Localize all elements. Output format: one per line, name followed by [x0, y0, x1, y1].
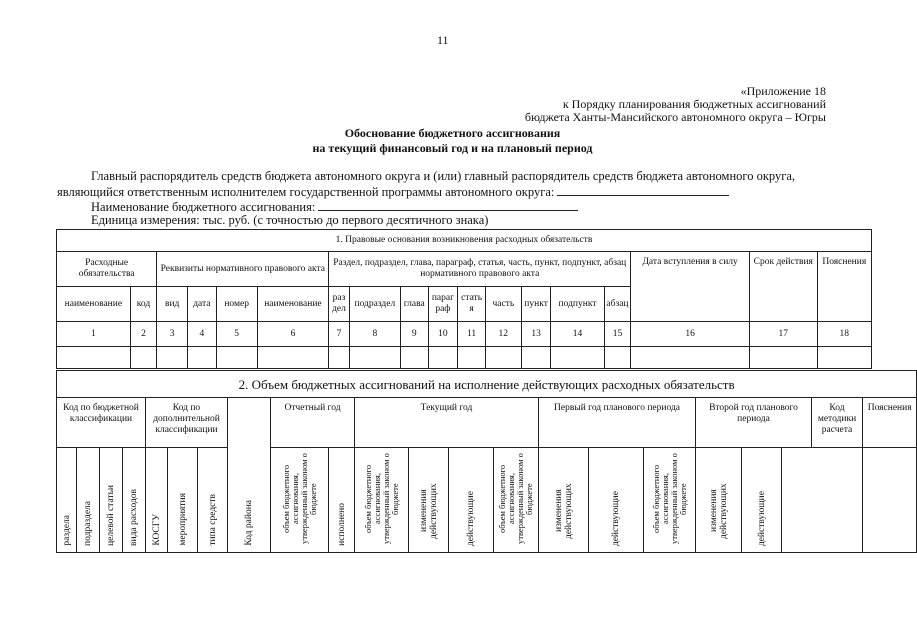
empty-cell: [458, 347, 486, 369]
vheader-cell: [271, 448, 329, 553]
vheader-first-changes: изменения действующих: [553, 483, 574, 539]
vheader-first-law: объем бюджетного ассигнования, утвержденный законом о бюджете: [497, 453, 534, 545]
empty-cell: [257, 347, 329, 369]
col-number: 17: [750, 322, 818, 347]
subheader-clause: абзац: [604, 287, 631, 322]
subheader-part: часть: [485, 287, 521, 322]
empty-cell: [157, 347, 188, 369]
table2-section-title: 2. Объем бюджетных ассигнований на исполнение действующих расходных обязательств: [57, 371, 917, 398]
vheader-funds-type: типа средств: [207, 494, 218, 546]
vheader-current-active: действующие: [466, 490, 476, 546]
empty-cell: [521, 347, 551, 369]
subheader-section: раз дел: [329, 287, 349, 322]
vheader-second-law: объем бюджетного ассигнования, утвержденный законом о бюджете: [650, 453, 688, 545]
empty-cell: [485, 347, 521, 369]
page-number: 11: [437, 33, 449, 47]
header-first-plan-year: Первый год планового периода: [539, 398, 696, 448]
header-method-code: Код методики расчета: [812, 398, 863, 448]
subheader-number: номер: [216, 287, 257, 322]
subheader-code: код: [130, 287, 157, 322]
vheader-reporting-law: объем бюджетного ассигнования, утвержденный законом о бюджете: [280, 453, 318, 545]
subheader-subsection: подраздел: [349, 287, 400, 322]
subheader-subpoint: подпункт: [551, 287, 604, 322]
vheader-cell: [146, 448, 168, 553]
vheader-target-article: целевой статьи: [106, 485, 116, 546]
vheader-cell: [57, 448, 77, 553]
intro-line-1: Главный распорядитель средств бюджета автономного округа и (или) главный распорядитель средств бюджета автономного округа,: [91, 169, 796, 183]
vheader-current-changes: изменения действующих: [418, 483, 439, 539]
subheader-name: наименование: [57, 287, 131, 322]
col-number: 1: [57, 322, 131, 347]
header-date: Дата вступления в силу: [631, 252, 750, 322]
intro-line-2-wrap: [57, 184, 729, 200]
col-number: 6: [257, 322, 329, 347]
vheader-cell: [77, 448, 100, 553]
col-number: 14: [551, 322, 604, 347]
empty-cell: [631, 347, 750, 369]
vheader-cell: [329, 448, 355, 553]
empty-cell: [782, 448, 863, 553]
vheader-second-changes: изменения действующих: [708, 483, 729, 539]
assignment-fill-line: [318, 199, 578, 211]
header-current-year: Текущий год: [355, 398, 539, 448]
vheader-cell: [539, 448, 589, 553]
vheader-measures: мероприятия: [177, 493, 188, 546]
empty-cell: [130, 347, 157, 369]
budget-volume-table: [56, 370, 917, 553]
col-number: 9: [400, 322, 428, 347]
header-extra-code: Код по дополнительной классификации: [146, 398, 228, 448]
header-notes-2: Пояснения: [863, 398, 917, 448]
vheader-cell: [123, 448, 146, 553]
empty-cell: [188, 347, 217, 369]
header-obligations: Расходные обязательства: [57, 252, 157, 287]
appendix-line-3: бюджета Ханты-Мансийского автономного округа – Югры: [524, 110, 826, 124]
vheader-cell: [644, 448, 696, 553]
col-number: 18: [817, 322, 871, 347]
document-title-line-2: на текущий финансовый год и на плановый период: [312, 141, 593, 155]
header-notes: Пояснения: [817, 252, 871, 322]
appendix-line-2: к Порядку планирования бюджетных ассигнований: [562, 97, 826, 111]
subheader-paragraph: параг раф: [428, 287, 458, 322]
col-number: 4: [188, 322, 217, 347]
col-number: 5: [216, 322, 257, 347]
subheader-article: стать я: [458, 287, 486, 322]
header-sections: Раздел, подраздел, глава, параграф, статья, часть, пункт, подпункт, абзац нормативного правового акта: [329, 252, 631, 287]
empty-cell: [551, 347, 604, 369]
vheader-cell: [168, 448, 198, 553]
header-district-code-cell: [228, 398, 271, 553]
vheader-current-law: объем бюджетного ассигнования, утвержденный законом о бюджете: [362, 453, 400, 545]
empty-cell: [329, 347, 349, 369]
subheader-act-name: наименование: [257, 287, 329, 322]
header-reporting-year: Отчетный год: [271, 398, 355, 448]
document-title-line-1: Обоснование бюджетного ассигнования: [344, 126, 561, 140]
col-number: 2: [130, 322, 157, 347]
vheader-cell: [409, 448, 449, 553]
vheader-podrazdela: подраздела: [83, 501, 93, 546]
vheader-cell: [494, 448, 539, 553]
empty-cell: [216, 347, 257, 369]
vheader-cell: [100, 448, 123, 553]
vheader-cell: [742, 448, 782, 553]
intro-line-3: Наименование бюджетного ассигнования:: [91, 200, 316, 214]
vheader-first-active: действующие: [611, 490, 621, 546]
col-number: 7: [329, 322, 349, 347]
empty-cell: [750, 347, 818, 369]
header-second-plan-year: Второй год планового периода: [696, 398, 812, 448]
vheader-kosgu: КОСГУ: [151, 514, 162, 546]
header-district-code: Код района: [244, 500, 254, 546]
legal-basis-table: [56, 229, 872, 369]
col-number: 8: [349, 322, 400, 347]
vheader-cell: [198, 448, 228, 553]
subheader-date: дата: [188, 287, 217, 322]
manager-fill-line: [557, 184, 729, 196]
vheader-cell: [449, 448, 494, 553]
col-number: 11: [458, 322, 486, 347]
empty-cell: [428, 347, 458, 369]
empty-cell: [863, 448, 917, 553]
vheader-cell: [355, 448, 409, 553]
empty-cell: [817, 347, 871, 369]
intro-line-2: являющийся ответственным исполнителем государственной программы автономного округа:: [57, 185, 555, 199]
vheader-razdela: раздела: [61, 515, 72, 546]
header-term: Срок действия: [750, 252, 818, 322]
vheader-second-active: действующие: [756, 490, 767, 546]
col-number: 16: [631, 322, 750, 347]
col-number: 12: [485, 322, 521, 347]
vheader-reporting-executed: исполнено: [336, 503, 347, 546]
col-number: 13: [521, 322, 551, 347]
vheader-cell: [696, 448, 742, 553]
vheader-cell: [589, 448, 644, 553]
appendix-line-1: «Приложение 18: [740, 84, 826, 98]
subheader-chapter: глава: [400, 287, 428, 322]
empty-cell: [349, 347, 400, 369]
vheader-expense-type: вида расходов: [129, 489, 139, 546]
empty-cell: [400, 347, 428, 369]
header-budget-code: Код по бюджетной классификации: [57, 398, 146, 448]
col-number: 3: [157, 322, 188, 347]
subheader-type: вид: [157, 287, 188, 322]
empty-cell: [57, 347, 131, 369]
subheader-point: пункт: [521, 287, 551, 322]
empty-cell: [604, 347, 631, 369]
col-number: 15: [604, 322, 631, 347]
col-number: 10: [428, 322, 458, 347]
header-requisites: Реквизиты нормативного правового акта: [157, 252, 329, 287]
table1-section-title: 1. Правовые основания возникновения расходных обязательств: [57, 230, 872, 252]
intro-line-4: Единица измерения: тыс. руб. (с точностью до первого десятичного знака): [91, 213, 489, 227]
